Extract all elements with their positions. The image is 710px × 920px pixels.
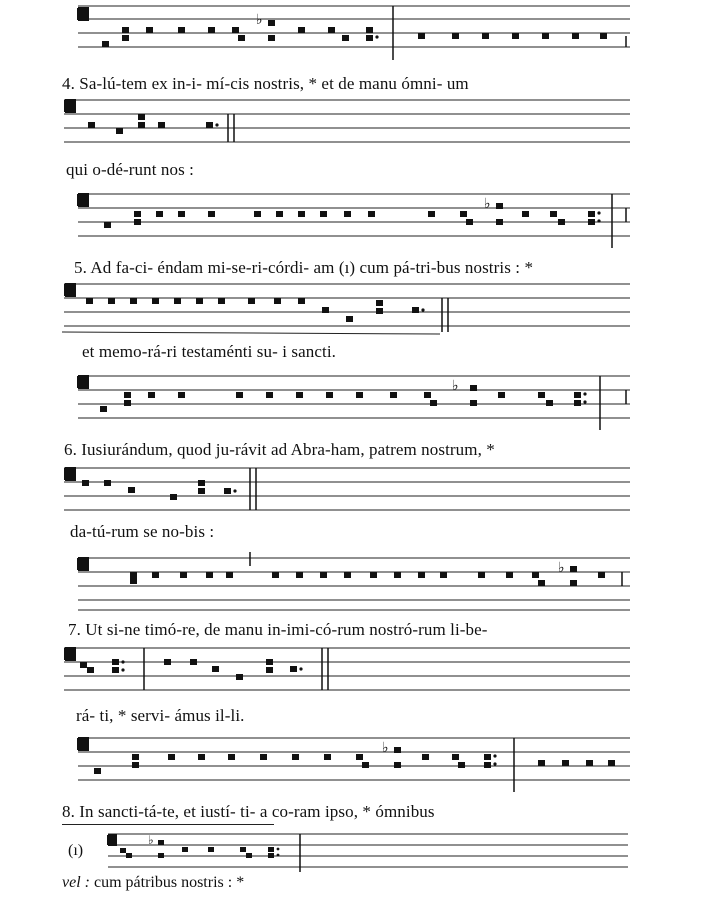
lyric-v5-line1: 5. Ad fa-ci- éndam mi-se-ri-córdi- am (ı) cum pá-tri-bus nostris : * bbox=[74, 258, 534, 277]
footnote-vel: vel : bbox=[62, 874, 90, 891]
footnote-separator bbox=[62, 824, 274, 825]
lyric-v5-line2: et memo-rá-ri testaménti su- i sancti. bbox=[82, 342, 336, 361]
lyric-v6-line2: da-tú-rum se no-bis : bbox=[70, 522, 215, 541]
svg-text:♭: ♭ bbox=[484, 196, 491, 212]
footnote-marker: (ı) bbox=[68, 842, 84, 859]
staff-5 bbox=[60, 368, 630, 430]
staff-6 bbox=[60, 460, 630, 516]
lyric-v4-line2: qui o-dé-runt nos : bbox=[66, 160, 194, 179]
staff-4 bbox=[60, 276, 630, 338]
staff-8 bbox=[60, 640, 630, 700]
svg-text:♭: ♭ bbox=[382, 740, 389, 756]
footnote-text bbox=[62, 874, 244, 892]
lyric-v8-line1: 8. In sancti-tá-te, et iustí- ti- a co-ram ipso, * ómnibus bbox=[62, 802, 435, 821]
lyric-v4-line1: 4. Sa-lú-tem ex in-i- mí-cis nostris, * et de manu ómni- um bbox=[62, 74, 469, 93]
lyric-v7-line1: 7. Ut si-ne timó-re, de manu in-imi-có-rum nostró-rum li-be- bbox=[68, 620, 488, 639]
lyric-v6-line1: 6. Iusiurándum, quod ju-rávit ad Abra-ham, patrem nostrum, * bbox=[64, 440, 495, 459]
svg-text:♭: ♭ bbox=[558, 560, 565, 576]
svg-text:♭: ♭ bbox=[148, 833, 154, 847]
svg-text:♭: ♭ bbox=[256, 12, 263, 28]
footnote-variant: cum pátribus nostris : * bbox=[93, 874, 245, 891]
staff-2 bbox=[60, 92, 630, 150]
svg-text:♭: ♭ bbox=[452, 378, 459, 394]
staff-1 bbox=[60, 0, 630, 60]
staff-9 bbox=[60, 730, 630, 792]
staff-3 bbox=[60, 186, 630, 248]
footnote-staff bbox=[104, 826, 628, 876]
staff-7 bbox=[60, 550, 630, 612]
lyric-v7-line2: rá- ti, * servi- ámus il-li. bbox=[76, 706, 245, 725]
